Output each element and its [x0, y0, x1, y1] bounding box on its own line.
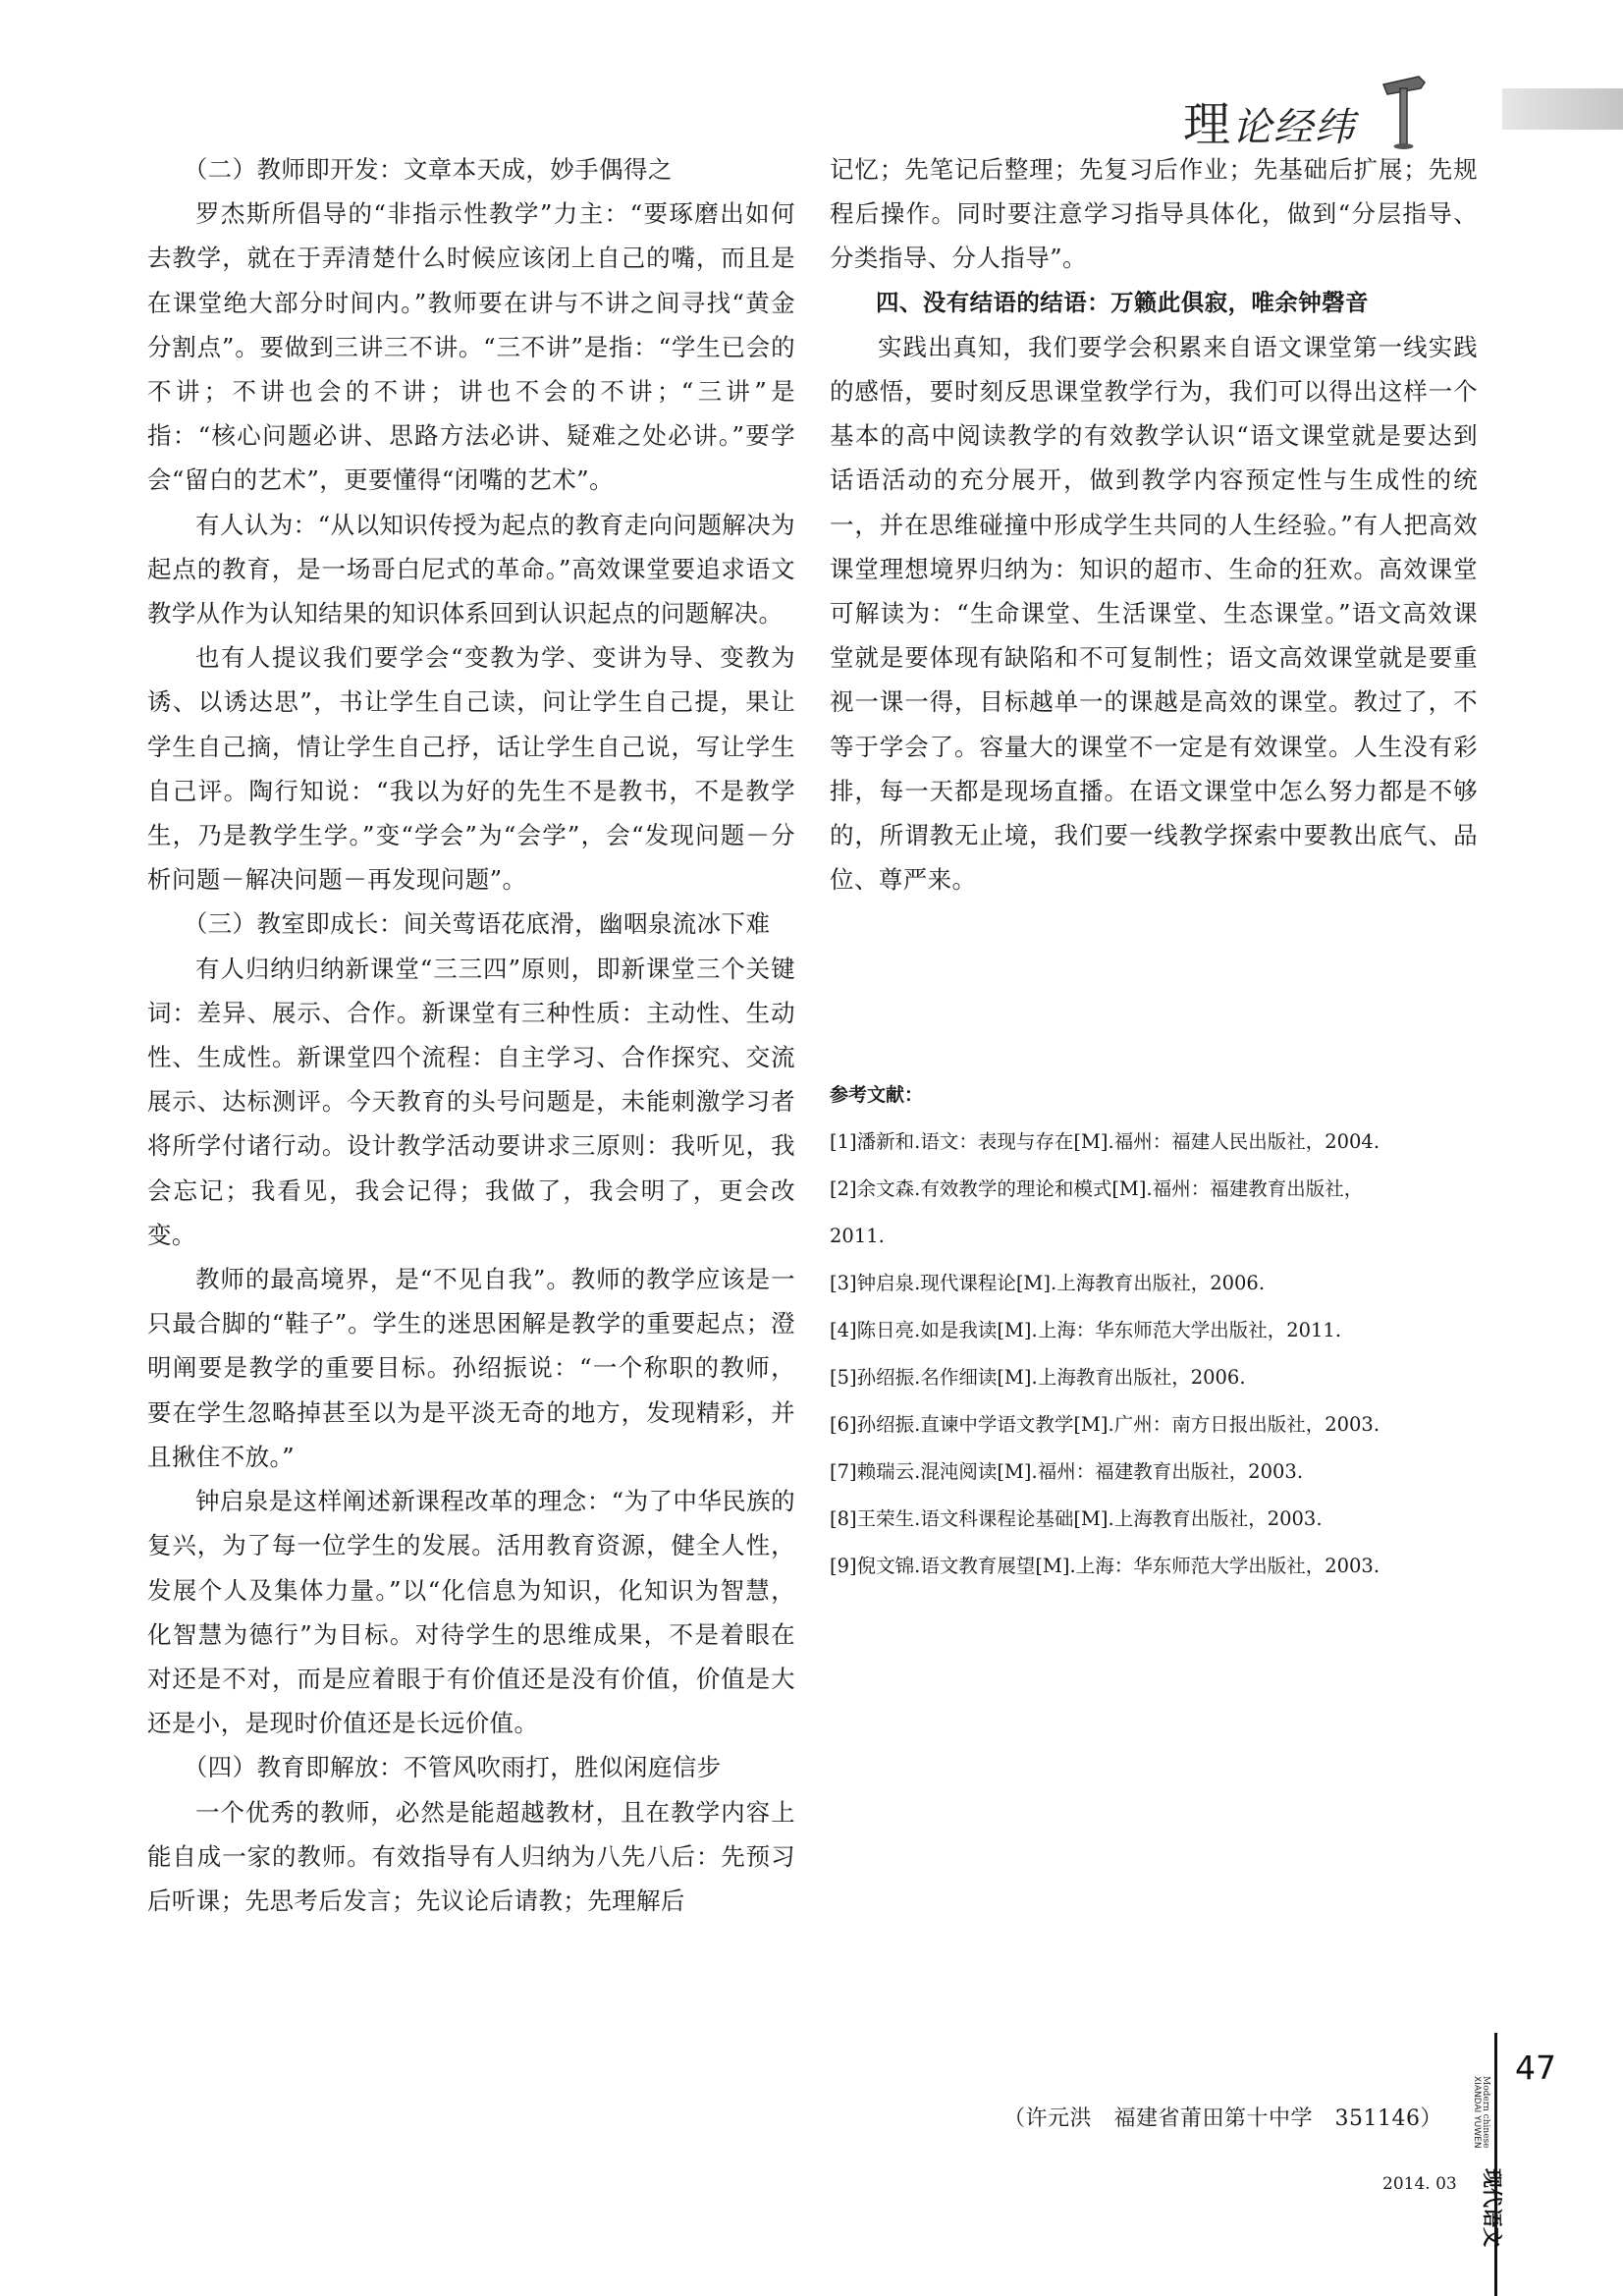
reference-item: 2011.: [830, 1225, 885, 1247]
svg-text:XIANDAI YUWEN: XIANDAI YUWEN: [1472, 2076, 1482, 2149]
paragraph: 实践出真知，我们要学会积累来自语文课堂第一线实践的感悟，要时刻反思课堂教学行为，我们可以得出这样一个基本的高中阅读教学的有效教学认识“语文课堂就是要达到话语活动的充分展开，做到教学内容预定性与生成性的统一，并在思维碰撞中形成学生共同的人生经验。”有人把高效课堂理想境界归纳为：知识的超市、生命的狂欢。高效课堂可解读为：“生命课堂、生活课堂、生态课堂。”语文高效课堂就是要体现有缺陷和不可复制性；语文高效课堂就是要重视一课一得，目标越单一的课越是高效的课堂。教过了，不等于学会了。容量大的课堂不一定是有效课堂。人生没有彩排，每一天都是现场直播。在语文课堂中怎么努力都是不够的，所谓教无止境，我们要一线教学探索中要教出底气、品位、尊严来。: [830, 332, 1478, 895]
reference-item: [5]孙绍振.名作细读[M].上海教育出版社，2006.: [830, 1366, 1246, 1389]
references-list: [830, 1119, 1478, 1590]
reference-item: [4]陈日亮.如是我读[M].上海：华东师范大学出版社，2011.: [830, 1319, 1342, 1341]
reference-item: [2]余文森.有效教学的理论和模式[M].福州：福建教育出版社，: [830, 1177, 1364, 1200]
section-heading: 四、没有结语的结语：万籁此俱寂，唯余钟磬音: [876, 288, 1369, 316]
subsection-heading: （三）教室即成长：间关莺语花底滑，幽咽泉流冰下难: [183, 909, 771, 939]
paragraph: 有人认为：“从以知识传授为起点的教育走向问题解决为起点的教育，是一场哥白尼式的革命。”高效课堂要追求语文教学从作为认知结果的知识体系回到认识起点的问题解决。: [147, 510, 795, 629]
paragraph: 教师的最高境界，是“不见自我”。教师的教学应该是一只最合脚的“鞋子”。学生的迷思困解是教学的重要起点；澄明阐要是教学的重要目标。孙绍振说：“一个称职的教师，要在学生忽略掉甚至以为是平淡无奇的地方，发现精彩，并且揪住不放。”: [147, 1265, 795, 1471]
reference-item: [9]倪文锦.语文教育展望[M].上海：华东师范大学出版社，2003.: [830, 1555, 1380, 1577]
right-column: [830, 147, 1478, 902]
reference-item: [6]孙绍振.直谏中学语文教学[M].广州：南方日报出版社，2003.: [830, 1413, 1380, 1436]
svg-text:现代语文: 现代语文: [1481, 2168, 1504, 2247]
references-section: [830, 1080, 1478, 1590]
paragraph: 有人归纳归纳新课堂“三三四”原则，即新课堂三个关键词：差异、展示、合作。新课堂有三种性质：主动性、生动性、生成性。新课堂四个流程：自主学习、合作探究、交流展示、达标测评。今天教育的头号问题是，未能刺激学习者将所学付诸行动。设计教学活动要讲求三原则：我听见，我会忘记；我看见，我会记得；我做了，我会明了，更会改变。: [147, 954, 795, 1249]
page-number: 47: [1515, 2049, 1556, 2087]
paragraph: 罗杰斯所倡导的“非指示性教学”力主：“要琢磨出如何去教学，就在于弄清楚什么时候应该闭上自己的嘴，而且是在课堂绝大部分时间内。”教师要在讲与不讲之间寻找“黄金分割点”。要做到三讲三不讲。“三不讲”是指：“学生已会的不讲；不讲也会的不讲；讲也不会的不讲；“三讲”是指：“核心问题必讲、思路方法必讲、疑难之处必讲。”要学会“留白的艺术”，更要懂得“闭嘴的艺术”。: [147, 199, 795, 495]
reference-item: [3]钟启泉.现代课程论[M].上海教育出版社，2006.: [830, 1272, 1266, 1294]
magazine-logo-icon: [1471, 2074, 1504, 2267]
paragraph: 记忆；先笔记后整理；先复习后作业；先基础后扩展；先规程后操作。同时要注意学习指导具体化，做到“分层指导、分类指导、分人指导”。: [830, 155, 1478, 273]
subsection-heading: （二）教师即开发：文章本天成，妙手偶得之: [183, 155, 673, 184]
paragraph: 钟启泉是这样阐述新课程改革的理念：“为了中华民族的复兴，为了每一位学生的发展。活用教育资源，健全人性，发展个人及集体力量。”以“化信息为知识，化知识为智慧，化智慧为德行”为目标。对待学生的思维成果，不是着眼在对还是不对，而是应着眼于有价值还是没有价值，价值是大还是小，是现时价值还是长远价值。: [147, 1487, 795, 1738]
references-title: 参考文献：: [830, 1084, 924, 1106]
section-title: [1183, 86, 1356, 154]
issue-number: 2014. 03: [1382, 2174, 1457, 2194]
reference-item: [7]赖瑞云.混沌阅读[M].福州：福建教育出版社，2003.: [830, 1460, 1304, 1483]
section-title-first-char: 理: [1183, 97, 1233, 152]
signpost-icon: [1380, 71, 1429, 149]
paragraph: 一个优秀的教师，必然是能超越教材，且在教学内容上能自成一家的教师。有效指导有人归纳为八先八后：先预习后听课；先思考后发言；先议论后请教；先理解后: [147, 1797, 795, 1915]
paragraph: 也有人提议我们要学会“变教为学、变讲为导、变教为诱、以诱达思”，书让学生自己读，问让学生自己提，果让学生自己摘，情让学生自己抒，话让学生自己说，写让学生自己评。陶行知说：“我以为好的先生不是教书，不是教学生，乃是教学生学。”变“学会”为“会学”，会“发现问题－分析问题－解决问题－再发现问题”。: [147, 643, 795, 895]
footer-divider: [1494, 2033, 1497, 2296]
section-title-rest: 论经纬: [1232, 105, 1357, 150]
subsection-heading: （四）教育即解放：不管风吹雨打，胜似闲庭信步: [183, 1753, 722, 1782]
svg-text:Modern chinese: Modern chinese: [1481, 2076, 1490, 2149]
reference-item: [8]王荣生.语文科课程论基础[M].上海教育出版社，2003.: [830, 1507, 1323, 1530]
left-column: [147, 147, 795, 1923]
author-line: （许元洪 福建省莆田第十中学 351146）: [1003, 2106, 1442, 2131]
reference-item: [1]潘新和.语文：表现与存在[M].福州：福建人民出版社，2004.: [830, 1130, 1380, 1153]
header-gray-bar: [1502, 88, 1623, 130]
